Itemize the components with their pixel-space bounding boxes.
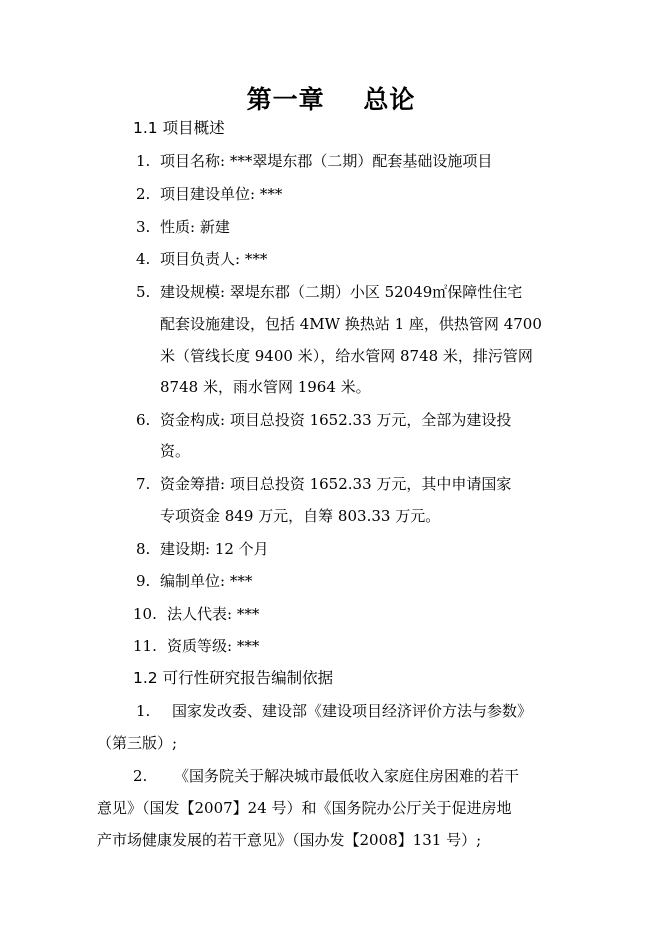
- item-number: 6.: [136, 411, 151, 429]
- chapter-title: 第一章 总论: [246, 85, 416, 114]
- item-text: 法人代表: ***: [167, 605, 260, 623]
- item-text: 资。: [160, 442, 191, 460]
- item-number: 9.: [136, 572, 151, 590]
- item-number: 7.: [136, 475, 151, 493]
- item-number: 10.: [133, 605, 157, 623]
- item-text: 资金筹措: 项目总投资 1652.33 万元，其中申请国家: [160, 475, 512, 493]
- item-number: 3.: [136, 218, 151, 236]
- item-text: 配套设施建设，包括 4MW 换热站 1 座，供热管网 4700: [160, 315, 542, 333]
- basis-text: 国家发改委、建设部《建设项目经济评价方法与参数》: [172, 702, 533, 720]
- basis-number: 1.: [136, 702, 151, 720]
- item-number: 5.: [136, 283, 151, 301]
- item-text: 性质: 新建: [160, 218, 230, 236]
- item-number: 4.: [136, 250, 151, 268]
- basis-text: 意见》（国发【2007】24 号）和《国务院办公厅关于促进房地: [97, 799, 512, 817]
- section-heading-1-2: 1.2 可行性研究报告编制依据: [133, 669, 334, 687]
- item-text: 米（管线长度 9400 米），给水管网 8748 米，排污管网: [160, 347, 533, 365]
- basis-text: 《国务院关于解决城市最低收入家庭住房困难的若干: [174, 767, 520, 785]
- item-text: 项目名称: ***翠堤东郡（二期）配套基础设施项目: [160, 152, 493, 170]
- section-heading-1-1: 1.1 项目概述: [133, 119, 225, 137]
- item-number: 1.: [136, 152, 151, 170]
- basis-text: （第三版）;: [97, 734, 178, 752]
- item-text: 建设规模: 翠堤东郡（二期）小区 52049㎡保障性住宅: [160, 283, 523, 301]
- basis-number: 2.: [133, 767, 148, 785]
- item-number: 11.: [133, 637, 157, 655]
- item-text: 建设期: 12 个月: [160, 540, 269, 558]
- item-text: 资质等级: ***: [167, 637, 260, 655]
- basis-text: 产市场健康发展的若干意见》（国办发【2008】131 号）;: [97, 831, 482, 849]
- item-number: 2.: [136, 185, 151, 203]
- item-number: 8.: [136, 540, 151, 558]
- item-text: 项目建设单位: ***: [160, 185, 283, 203]
- item-text: 项目负责人: ***: [160, 250, 268, 268]
- item-text: 专项资金 849 万元，自筹 803.33 万元。: [160, 507, 441, 525]
- item-text: 资金构成: 项目总投资 1652.33 万元，全部为建设投: [160, 411, 512, 429]
- item-text: 编制单位: ***: [160, 572, 253, 590]
- item-text: 8748 米，雨水管网 1964 米。: [160, 378, 371, 396]
